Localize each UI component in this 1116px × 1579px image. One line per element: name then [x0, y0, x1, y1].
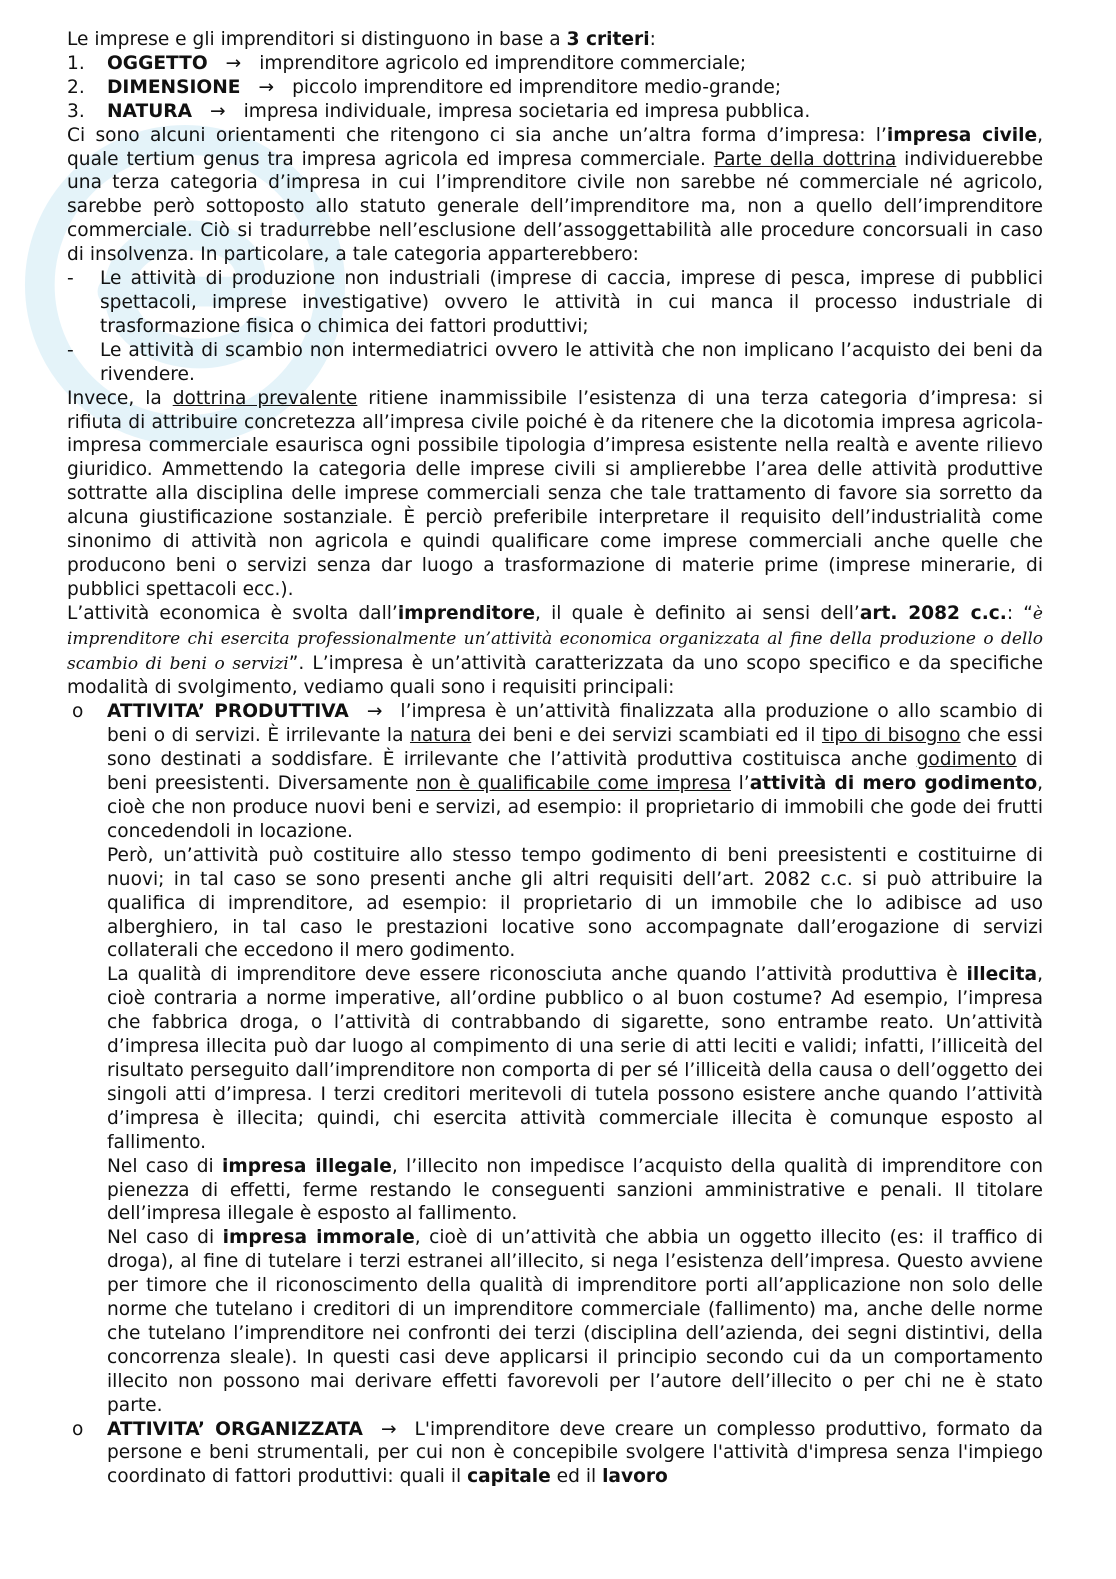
article-quote: è imprenditore chi esercita professionalmente un’attività economica organizzata al fine della produzione o dello scambio di beni o servizi	[67, 603, 1043, 674]
criteria-name: OGGETTO	[107, 52, 208, 74]
intro-line: Le imprese e gli imprenditori si distinguono in base a 3 criteri:	[67, 29, 656, 50]
criteria-item: 2. DIMENSIONE → piccolo imprenditore ed imprenditore medio-grande;	[67, 76, 782, 98]
bullet-marker: o	[72, 1418, 84, 1440]
arrow-icon: →	[366, 701, 383, 723]
paragraph-illegale: Nel caso di impresa illegale, l’illecito non impedisce l’acquisto della qualità di imprenditore con pienezza di effetti, ferme restando le conseguenti sanzioni amministrative e penali. Il titolare dell’impresa illegale è esposto al fallimento.	[107, 1155, 1043, 1225]
list-item: - Le attività di produzione non industriali (imprese di caccia, imprese di pesca, imprese di pubblici spettacoli, imprese investigative) ovvero le attività in cui manca il processo industriale di trasformazione fisica o chimica dei fattori produttivi;	[67, 268, 1043, 337]
criteria-name: DIMENSIONE	[107, 76, 241, 98]
document-page	[67, 28, 1043, 1489]
arrow-icon: →	[225, 52, 242, 74]
paragraph-godimento: Però, un’attività può costituire allo stesso tempo godimento di beni preesistenti e costituirne di nuovi; in tal caso se sono presenti anche gli altri requisiti dell’art. 2082 c.c. si può attribuire la qualifica di imprenditore, ad esempio: il proprietario di un immobile che lo adibisce ad uso alberghiero, in tal caso le prestazioni locative sono accompagnate dall’erogazione di servizi collaterali che eccedono il mero godimento.	[107, 844, 1043, 962]
dash-list	[67, 267, 1043, 387]
arrow-icon: →	[258, 76, 275, 98]
bullet-marker: o	[72, 701, 84, 723]
paragraph-immorale: Nel caso di impresa immorale, cioè di un’attività che abbia un oggetto illecito (es: il traffico di droga), al fine di tutelare i terzi estranei all’illecito, si nega l’esistenza dell’impresa. Questo avviene per timore che il riconoscimento della qualità di imprenditore porti all’applicazione non solo delle norme che tutelano i creditori di un imprenditore commerciale (fallimento) ma, anche delle norme che tutelano l’imprenditore nei confronti dei terzi (disciplina dell’azienda, dei segni distintivi, della concorrenza sleale). In questi casi deve applicarsi il principio secondo cui da un comportamento illecito non possono mai derivare effetti favorevoli per l’autore dell’illecito o per chi ne è stato parte.	[107, 1227, 1043, 1416]
requirement-organizzata: o ATTIVITA’ ORGANIZZATA → L'imprenditore deve creare un complesso produttivo, formato da persone e beni strumentali, per cui non è concepibile svolgere l'attività d'impresa senza l'impiego coordinato di fattori produttivi: quali il capitale ed il lavoro	[67, 1418, 1043, 1490]
paragraph-impresa-civile: Ci sono alcuni orientamenti che ritengono ci sia anche un’altra forma d’impresa: l’impresa civile, quale tertium genus tra impresa agricola ed impresa commerciale. Parte della dottrina individuerebbe una terza categoria d’impresa in cui l’imprenditore civile non sarebbe né commerciale né agricolo, sarebbe però sottoposto allo statuto generale dell’imprenditore ma, non a quello dell’imprenditore commerciale. Ciò si tradurrebbe nell’esclusione dell’assoggettabilità alle procedure concorsuali in caso di insolvenza. In particolare, a tale categoria apparterebbero:	[67, 124, 1044, 266]
paragraph-illecita: La qualità di imprenditore deve essere riconosciuta anche quando l’attività produttiva è illecita, cioè contraria a norme imperative, all’ordine pubblico o al buon costume? Ad esempio, l’impresa che fabbrica droga, o l’attività di contrabbando di sigarette, sono entrambe reato. Un’attività d’impresa illecita può dar luogo al compimento di una serie di atti leciti e validi; infatti, l’illiceità del risultato perseguito dall’imprenditore non comporta di per sé l’illiceità della causa o dell’oggetto dei singoli atti d’impresa. I terzi creditori meritevoli di tutela possono esistere anche quando l’attività d’impresa è illecita; quindi, chi esercita attività commerciale illecita è comunque esposto al fallimento.	[107, 964, 1043, 1153]
requirement-produttiva: o ATTIVITA’ PRODUTTIVA → l’impresa è un’attività finalizzata alla produzione o allo scambio di beni o di servizi. È irrilevante la natura dei beni e dei servizi scambiati ed il tipo di bisogno che essi sono destinati a soddisfare. È irrilevante che l’attività produttiva costituisca anche godimento di beni preesistenti. Diversamente non è qualificabile come impresa l’attività di mero godimento, cioè che non produce nuovi beni e servizi, ad esempio: il proprietario di immobili che gode dei frutti concedendoli in locazione.	[67, 700, 1043, 843]
paragraph-definition: L’attività economica è svolta dall’imprenditore, il quale è definito ai sensi dell’art. 2082 c.c.: “è imprenditore chi esercita professionalmente un’attività economica organizzata al fine della produzione o dello scambio di beni o servizi”. L’impresa è un’attività caratterizzata da uno scopo specifico e da specifiche modalità di svolgimento, vediamo quali sono i requisiti principali:	[67, 602, 1044, 699]
criteria-item: 3. NATURA → impresa individuale, impresa societaria ed impresa pubblica.	[67, 100, 811, 122]
arrow-icon: →	[210, 100, 226, 122]
paragraph-dottrina-prevalente: Invece, la dottrina prevalente ritiene inammissibile l’esistenza di una terza categoria d’impresa: si rifiuta di attribuire concretezza all’impresa civile poiché è da ritenere che la dicotomia impresa agricola-impresa commerciale esaurisca ogni possibile tipologia d’impresa esistente nella realtà e avente rilievo giuridico. Ammettendo la categoria delle imprese civili si amplierebbe l’area delle attività produttive sottratte alla disciplina delle imprese commerciali senza che tale trattamento di favore sia sorretto da alcuna giustificazione sostanziale. È perciò preferibile interpretare il requisito dell’industrialità come sinonimo di attività non agricola e quindi qualificare come imprese commerciali anche quelle che producono beni o servizi senza dar luogo a trasformazione di materie prime (imprese minerarie, di pubblici spettacoli ecc.).	[67, 387, 1043, 600]
criteria-item: 1. OGGETTO → imprenditore agricolo ed imprenditore commerciale;	[67, 52, 747, 74]
criteria-name: NATURA	[107, 100, 192, 122]
requirement-title: ATTIVITA’ ORGANIZZATA	[107, 1418, 363, 1440]
arrow-icon: →	[380, 1418, 397, 1440]
list-item: - Le attività di scambio non intermediatrici ovvero le attività che non implicano l’acquisto dei beni da rivendere.	[67, 339, 1043, 385]
requirement-title: ATTIVITA’ PRODUTTIVA	[107, 701, 349, 723]
criteria-list	[67, 52, 1043, 124]
